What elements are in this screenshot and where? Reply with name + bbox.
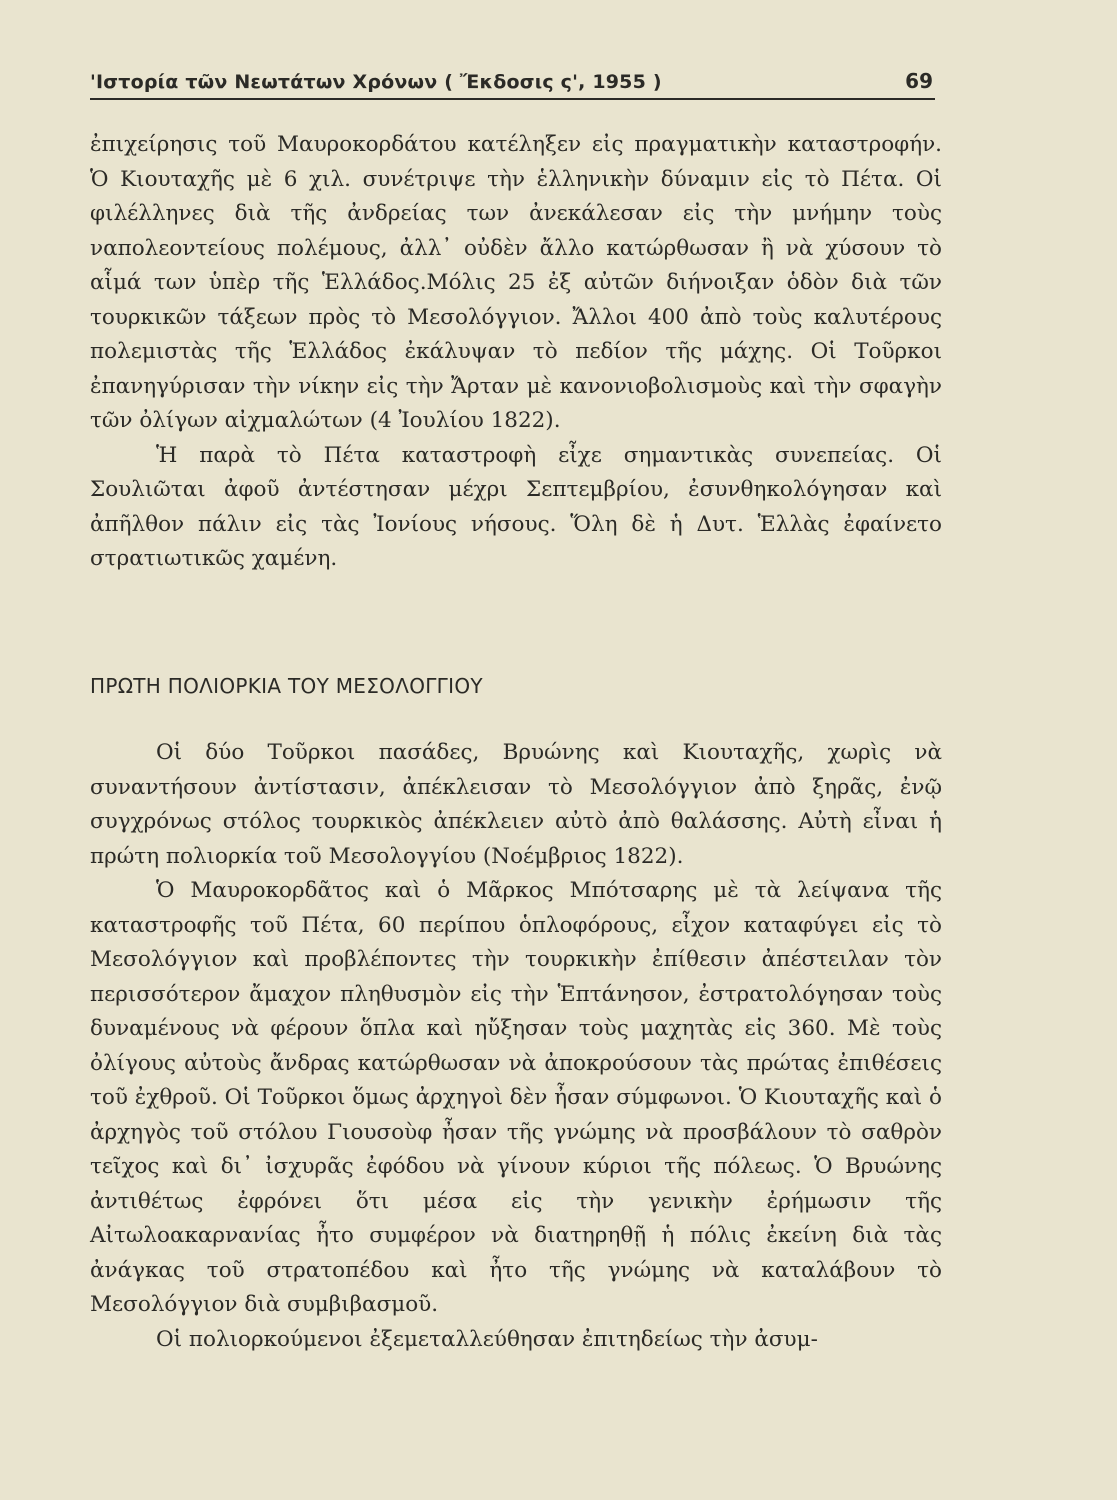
paragraph: Οἱ πολιορκούμενοι ἐξεμεταλλεύθησαν ἐπιτηδείως τὴν ἀσυμ- bbox=[156, 1326, 818, 1352]
text-block-bottom bbox=[90, 736, 942, 1357]
text-block-top bbox=[90, 128, 942, 577]
paragraph: Ἡ παρὰ τὸ Πέτα καταστροφὴ εἶχε σημαντικὰς συνεπείας. Οἱ Σουλιῶται ἀφοῦ ἀντέστησαν μέχρι Σεπτεμβρίου, ἐσυνθηκολόγησαν καὶ ἀπῆλθον πάλιν εἰς τὰς Ἰονίους νήσους. Ὅλη δὲ ἡ Δυτ. Ἑλλὰς ἐφαίνετο στρατιωτικῶς χαμένη. bbox=[90, 442, 942, 571]
paragraph: Ὁ Μαυροκορδᾶτος καὶ ὁ Μᾶρκος Μπότσαρης μὲ τὰ λείψανα τῆς καταστροφῆς τοῦ Πέτα, 60 περίπου ὁπλοφόρους, εἶχον καταφύγει εἰς τὸ Μεσολόγγιον καὶ προβλέποντες τὴν τουρκικὴν ἐπίθεσιν ἀπέστειλαν τὸν περισσότερον ἄμαχον πληθυσμὸν εἰς τὴν Ἑπτάνησον, ἐστρατολόγησαν τοὺς δυναμένους νὰ φέρουν ὅπλα καὶ ηὔξησαν τοὺς μαχητὰς εἰς 360. Μὲ τοὺς ὀλίγους αὐτοὺς ἄνδρας κατώρθωσαν νὰ ἀποκρούσουν τὰς πρώτας ἐπιθέσεις τοῦ ἐχθροῦ. Οἱ Τοῦρκοι ὅμως ἀρχηγοὶ δὲν ἦσαν σύμφωνοι. Ὁ Κιουταχῆς καὶ ὁ ἀρχηγὸς τοῦ στόλου Γιουσοὺφ ἦσαν τῆς γνώμης νὰ προσβάλουν τὸ σαθρὸν τεῖχος καὶ δι᾽ ἰσχυρᾶς ἐφόδου νὰ γίνουν κύριοι τῆς πόλεως. Ὁ Βρυώνης ἀντιθέτως ἐφρόνει ὅτι μέσα εἰς τὴν γενικὴν ἐρήμωσιν τῆς Αἰτωλοακαρνανίας ἦτο συμφέρον νὰ διατηρηθῇ ἡ πόλις ἐκείνη διὰ τὰς ἀνάγκας τοῦ στρατοπέδου καὶ ἦτο τῆς γνώμης νὰ καταλάβουν τὸ Μεσολόγγιον διὰ συμβιβασμοῦ. bbox=[90, 878, 942, 1317]
paragraph: ἐπιχείρησις τοῦ Μαυροκορδάτου κατέληξεν εἰς πραγματικὴν καταστροφήν. Ὁ Κιουταχῆς μὲ 6 χιλ. συνέτριψε τὴν ἑλληνικὴν δύναμιν εἰς τὸ Πέτα. Οἱ φιλέλληνες διὰ τῆς ἀνδρείας των ἀνεκάλεσαν εἰς τὴν μνήμην τοὺς ναπολεοντείους πολέμους, ἀλλ᾽ οὐδὲν ἄλλο κατώρθωσαν ἢ νὰ χύσουν τὸ αἷμά των ὑπὲρ τῆς Ἑλλάδος.Μόλις 25 ἐξ αὐτῶν διήνοιξαν ὁδὸν διὰ τῶν τουρκικῶν τάξεων πρὸς τὸ Μεσολόγγιον. Ἄλλοι 400 ἀπὸ τοὺς καλυτέρους πολεμιστὰς τῆς Ἑλλάδος ἐκάλυψαν τὸ πεδίον τῆς μάχης. Οἱ Τοῦρκοι ἐπανηγύρισαν τὴν νίκην εἰς τὴν Ἄρταν μὲ κανονιοβολισμοὺς καὶ τὴν σφαγὴν τῶν ὀλίγων αἰχμαλώτων (4 Ἰουλίου 1822). bbox=[90, 132, 942, 433]
section-heading: ΠΡΩΤΗ ΠΟΛΙΟΡΚΙΑ ΤΟΥ ΜΕΣΟΛΟΓΓΙΟΥ bbox=[90, 674, 483, 698]
paragraph: Οἱ δύο Τοῦρκοι πασάδες, Βρυώνης καὶ Κιουταχῆς, χωρὶς νὰ συναντήσουν ἀντίστασιν, ἀπέκλεισαν τὸ Μεσολόγγιον ἀπὸ ξηρᾶς, ἐνῷ συγχρόνως στόλος τουρκικὸς ἀπέκλειεν αὐτὸ ἀπὸ θαλάσσης. Αὐτὴ εἶναι ἡ πρώτη πολιορκία τοῦ Μεσολογγίου (Νοέμβριος 1822). bbox=[90, 740, 942, 869]
running-title: 'Ιστορία τῶν Νεωτάτων Χρόνων ( Ἔκδοσις ς', 1955 ) bbox=[90, 71, 662, 93]
page-header bbox=[90, 62, 935, 100]
page-number: 69 bbox=[905, 69, 933, 93]
